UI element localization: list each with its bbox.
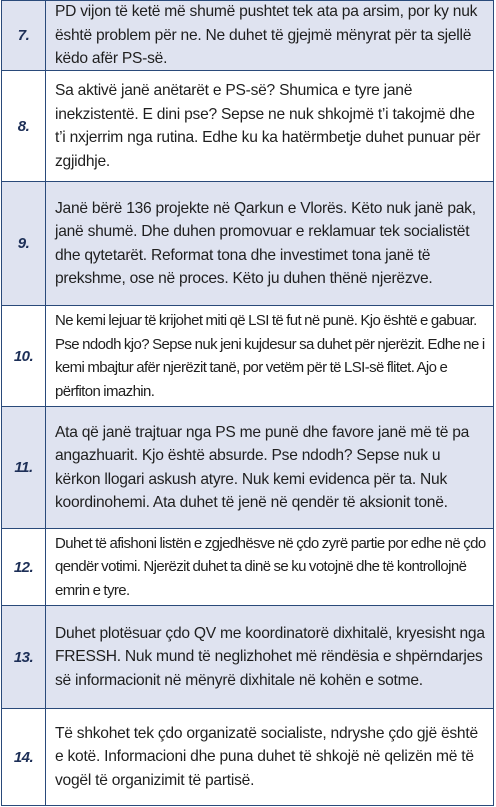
row-text: Duhet plotësuar çdo QV me koordinatorë dixhitalë, kryesisht nga FRESSH. Nuk mund të neglizhohet më rëndësia e shpërndarjes së informacionit në mënyrë dixhitale në kohën e sotme. bbox=[46, 606, 493, 708]
table-row bbox=[2, 1, 493, 71]
table-row bbox=[2, 709, 493, 805]
row-text: Ne kemi lejuar të krijohet miti që LSI të fut në punë. Kjo është e gabuar. Pse ndodh kjo? Sepse nuk jeni kujdesur sa duhet për njerëzit. Edhe ne i kemi mbajtur afër njerëzit tanë, por vetëm për të LSI-së flitet. Ajo e përfiton imazhin. bbox=[46, 306, 493, 406]
row-number: 14. bbox=[2, 709, 46, 805]
row-number: 7. bbox=[2, 1, 46, 70]
row-text: Duhet të afishoni listën e zgjedhësve në çdo zyrë partie por edhe në çdo qendër votimi. Njerëzit duhet ta dinë se ku votojnë dhe të kontrollojnë emrin e tyre. bbox=[46, 529, 493, 605]
row-text: PD vijon të ketë më shumë pushtet tek ata pa arsim, por ky nuk është problem për ne. Ne duhet të gjejmë mënyrat për ta sjellë këdo afër PS-së. bbox=[46, 1, 493, 70]
row-number: 8. bbox=[2, 71, 46, 181]
numbered-text-table bbox=[1, 0, 494, 806]
table-row bbox=[2, 306, 493, 407]
row-number: 11. bbox=[2, 407, 46, 528]
table-row bbox=[2, 407, 493, 529]
row-text: Janë bërë 136 projekte në Qarkun e Vlorës. Këto nuk janë pak, janë shumë. Dhe duhen promovuar e reklamuar tek socialistët dhe qytetarët. Reformat tona dhe investimet tona janë të prekshme, ose në proces. Këto ju duhen thënë njerëzve. bbox=[46, 182, 493, 305]
row-text: Ata që janë trajtuar nga PS me punë dhe favore janë më të pa angazhuarit. Kjo është absurde. Pse ndodh? Sepse nuk u kërkon llogari askush atyre. Nuk kemi evidenca për ta. Nuk koordinohemi. Ata duhet të jenë në qendër të aksionit tonë. bbox=[46, 407, 493, 528]
table-row bbox=[2, 606, 493, 709]
table-row bbox=[2, 71, 493, 182]
row-text: Të shkohet tek çdo organizatë socialiste, ndryshe çdo gjë është e kotë. Informacioni dhe puna duhet të shkojë në qelizën më të vogël të organizimit të partisë. bbox=[46, 709, 493, 805]
row-number: 13. bbox=[2, 606, 46, 708]
row-number: 9. bbox=[2, 182, 46, 305]
row-number: 12. bbox=[2, 529, 46, 605]
table-row bbox=[2, 182, 493, 306]
row-text: Sa aktivë janë anëtarët e PS-së? Shumica e tyre janë inekzistentë. E dini pse? Sepse ne nuk shkojmë t’i takojmë dhe t’i nxjerrim nga rutina. Edhe ku ka hatërmbetje duhet punuar për zgjidhje. bbox=[46, 71, 493, 181]
row-number: 10. bbox=[2, 306, 46, 406]
table-row bbox=[2, 529, 493, 606]
